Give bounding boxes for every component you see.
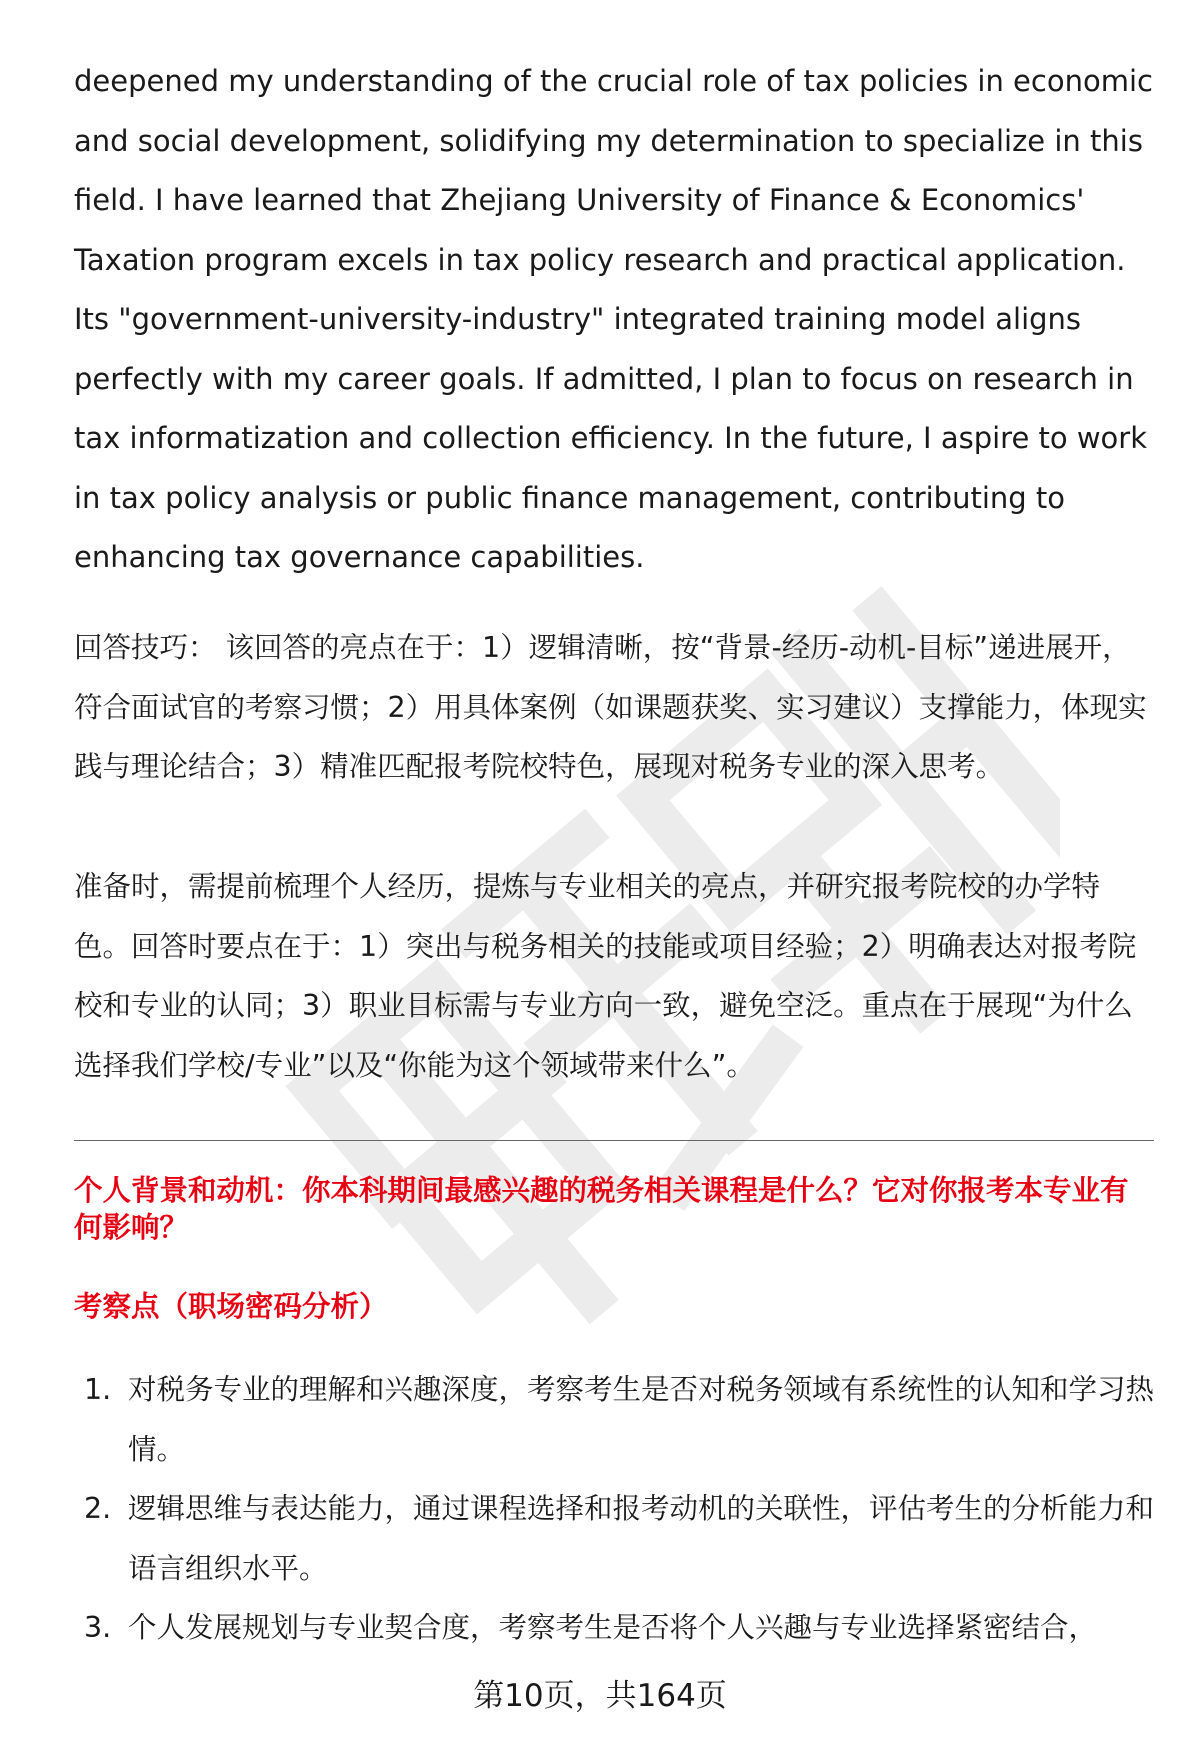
list-item-text: 逻辑思维与表达能力，通过课程选择和报考动机的关联性，评估考生的分析能力和语言组织水平。: [128, 1492, 1155, 1585]
list-item: [74, 1360, 1154, 1479]
answer-tips-paragraph: 回答技巧： 该回答的亮点在于：1）逻辑清晰，按“背景-经历-动机-目标”递进展开，符合面试官的考察习惯；2）用具体案例（如课题获奖、实习建议）支撑能力，体现实践与理论结合；3）精准匹配报考院校特色，展现对税务专业的深入思考。: [74, 631, 1147, 783]
list-number: 3.: [84, 1611, 112, 1644]
list-number: 1.: [84, 1373, 112, 1406]
list-number: 2.: [84, 1492, 112, 1525]
section-divider: [74, 1140, 1154, 1141]
focus-heading: 考察点（职场密码分析）: [74, 1290, 388, 1323]
list-item: [74, 1479, 1154, 1598]
page-footer: 第10页，共164页: [473, 1678, 727, 1714]
focus-points-list: [74, 1360, 1154, 1658]
list-item-text: 对税务专业的理解和兴趣深度，考察考生是否对税务领域有系统性的认知和学习热情。: [128, 1373, 1155, 1466]
list-item: [74, 1598, 1154, 1658]
list-item-text: 个人发展规划与专业契合度，考察考生是否将个人兴趣与专业选择紧密结合，: [128, 1611, 1098, 1644]
preparation-paragraph: 准备时，需提前梳理个人经历，提炼与专业相关的亮点，并研究报考院校的办学特色。回答时要点在于：1）突出与税务相关的技能或项目经验；2）明确表达对报考院校和专业的认同；3）职业目标需与专业方向一致，避免空泛。重点在于展现“为什么选择我们学校/专业”以及“你能为这个领域带来什么”。: [74, 870, 1137, 1082]
question-heading: 个人背景和动机：你本科期间最感兴趣的税务相关课程是什么？它对你报考本专业有何影响？: [74, 1174, 1129, 1244]
english-answer-paragraph: deepened my understanding of the crucial role of tax policies in economic and social development, solidifying my determination to specialize in this field. I have learned that Zhejiang University of Finance & Economics' Taxation program excels in tax policy research and practical application. Its "government-university-industry" integrated training model aligns perfectly with my career goals. If admitted, I plan to focus on research in tax informatization and collection efficiency. In the future, I aspire to work in tax policy analysis or public finance management, contributing to enhancing tax governance capabilities.: [74, 64, 1153, 574]
